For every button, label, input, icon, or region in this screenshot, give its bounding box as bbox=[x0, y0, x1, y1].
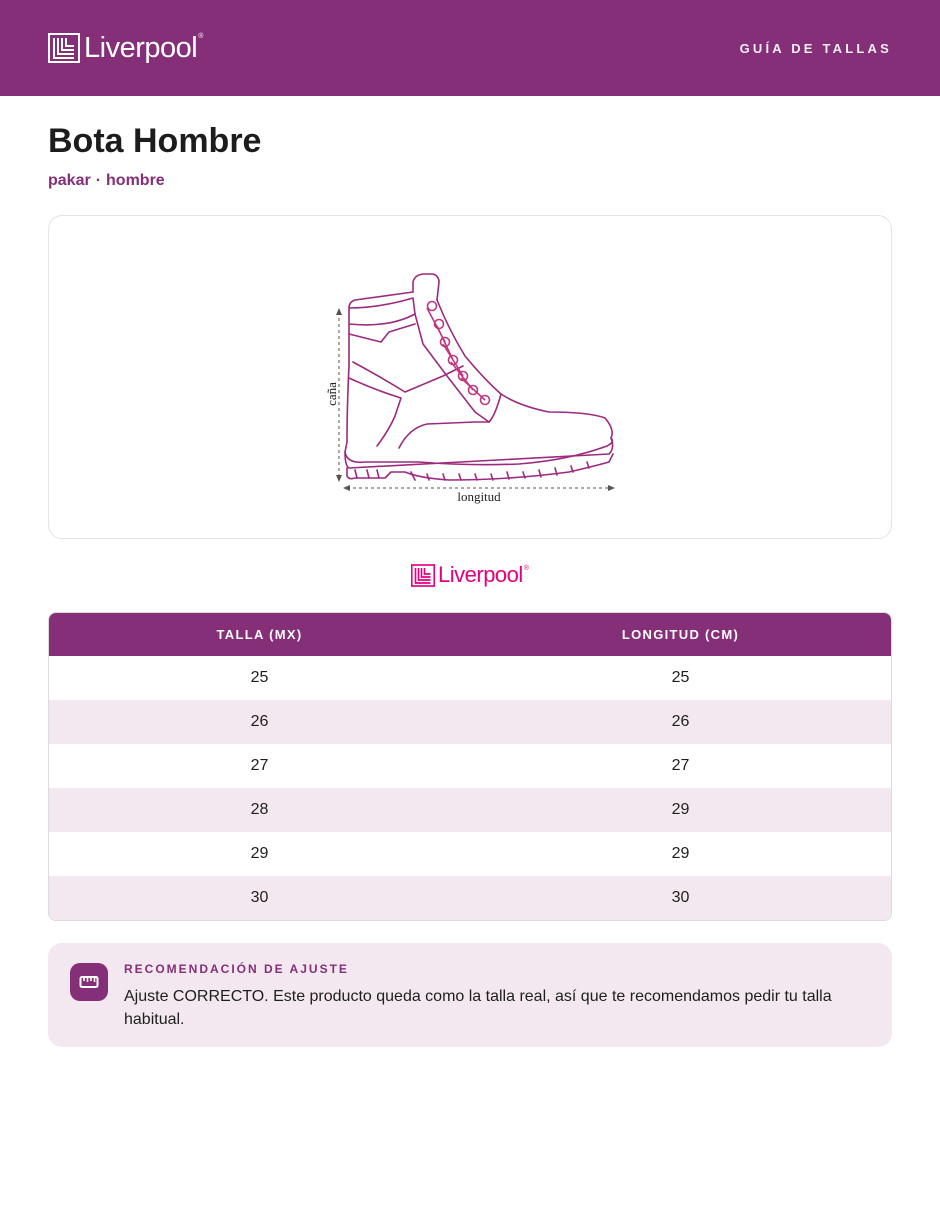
table-body bbox=[49, 656, 891, 920]
size-cell: 27 bbox=[250, 757, 269, 774]
table-row bbox=[49, 744, 891, 788]
eyelet-icons bbox=[427, 302, 490, 405]
fit-recommendation-card bbox=[48, 943, 892, 1047]
fit-text-block bbox=[124, 963, 868, 1047]
fit-heading: RECOMENDACIÓN DE AJUSTE bbox=[124, 962, 349, 976]
size-table bbox=[48, 612, 892, 921]
gender-label: hombre bbox=[106, 172, 165, 189]
cana-label: caña bbox=[324, 382, 339, 406]
logo-registered-mark-pink: ® bbox=[523, 565, 529, 572]
length-cell: 27 bbox=[671, 757, 690, 774]
ruler-icon bbox=[70, 963, 108, 1001]
top-bar bbox=[0, 0, 940, 96]
liverpool-mark-pink-icon bbox=[411, 564, 435, 587]
product-subtitle bbox=[48, 172, 165, 190]
size-cell: 25 bbox=[250, 669, 269, 686]
length-cell: 30 bbox=[671, 889, 690, 906]
liverpool-mid-logo bbox=[0, 560, 940, 590]
table-row bbox=[49, 788, 891, 832]
brand-name: pakar bbox=[48, 172, 91, 189]
table-row bbox=[49, 876, 891, 920]
liverpool-logo-pink bbox=[411, 560, 529, 590]
fit-body-text: Ajuste CORRECTO. Este producto queda como la talla real, así que te recomendamos pedir tu talla habitual. bbox=[124, 988, 832, 1028]
dimension-arrowheads bbox=[336, 308, 615, 491]
length-cell: 29 bbox=[671, 845, 690, 862]
table-row bbox=[49, 656, 891, 700]
page-title: Bota Hombre bbox=[48, 122, 262, 160]
subtitle-separator: · bbox=[95, 172, 102, 189]
boot-outline-icon bbox=[345, 274, 613, 480]
liverpool-mark-icon bbox=[48, 33, 80, 63]
table-row bbox=[49, 832, 891, 876]
length-cell: 25 bbox=[671, 669, 690, 686]
size-cell: 26 bbox=[250, 713, 269, 730]
size-cell: 29 bbox=[250, 845, 269, 862]
length-label: longitud bbox=[457, 489, 501, 504]
liverpool-logo[interactable] bbox=[48, 28, 203, 68]
size-cell: 30 bbox=[250, 889, 269, 906]
boot-diagram bbox=[49, 216, 893, 540]
logo-registered-mark: ® bbox=[198, 33, 204, 40]
column-header-length: LONGITUD (CM) bbox=[621, 627, 740, 642]
logo-wordmark: Liverpool bbox=[84, 31, 198, 64]
size-guide-label: GUÍA DE TALLAS bbox=[739, 40, 892, 56]
table-header bbox=[49, 613, 891, 656]
logo-wordmark-pink: Liverpool bbox=[438, 562, 523, 587]
table-row bbox=[49, 700, 891, 744]
length-cell: 29 bbox=[671, 801, 690, 818]
column-header-size: TALLA (MX) bbox=[216, 627, 303, 642]
size-cell: 28 bbox=[250, 801, 269, 818]
length-cell: 26 bbox=[671, 713, 690, 730]
boot-illustration-card bbox=[48, 215, 892, 539]
